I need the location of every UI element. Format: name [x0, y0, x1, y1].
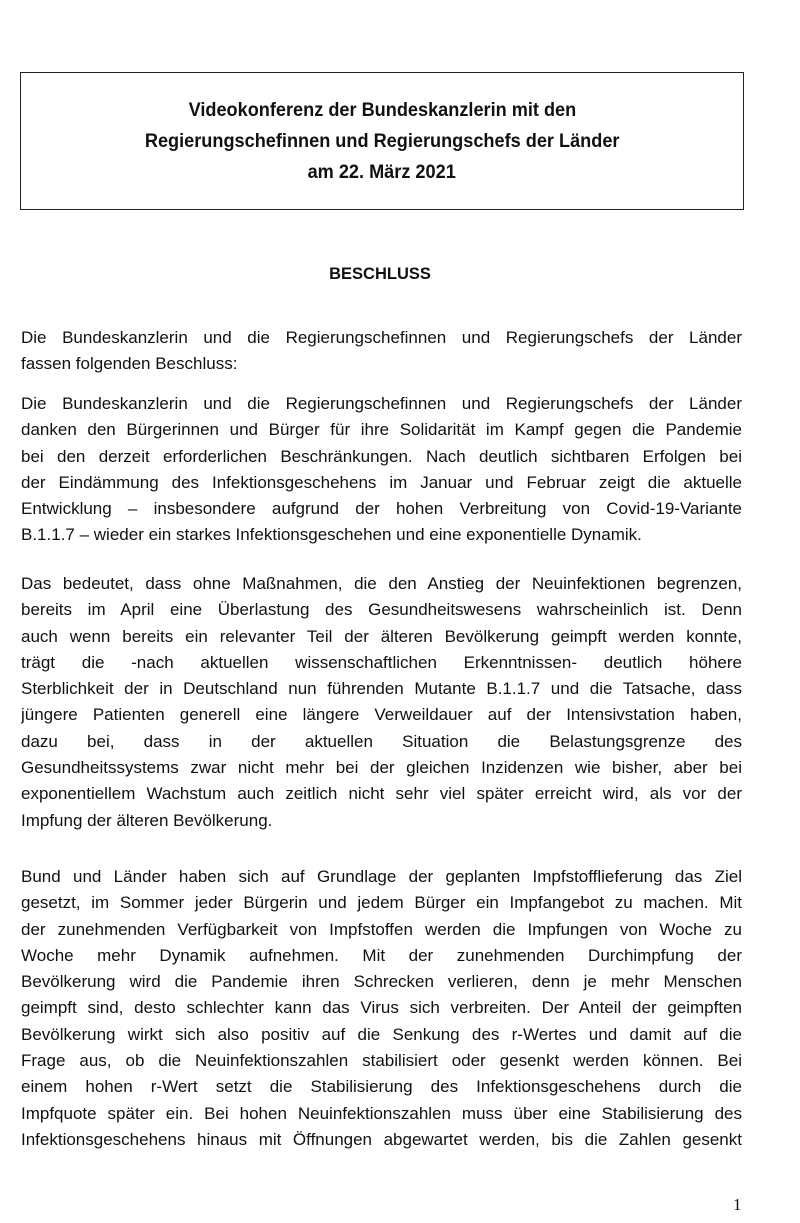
page-number: 1: [733, 1195, 742, 1214]
paragraph-overload: [21, 571, 742, 834]
text-line: exponentiellem Wachstum auch zeitlich nicht sehr viel später erreicht wird, als vor der: [21, 784, 742, 804]
text-line: Woche mehr Dynamik aufnehmen. Mit der zunehmenden Durchimpfung der: [21, 945, 742, 965]
text-line: jüngere Patienten generell eine längere Verweildauer auf der Intensivstation haben,: [21, 705, 742, 725]
text-line: Gesundheitssystems zwar nicht mehr bei der gleichen Inzidenzen wie bisher, aber bei: [21, 758, 742, 778]
text-line: Bund und Länder haben sich auf Grundlage der geplanten Impfstofflieferung das Ziel: [21, 867, 742, 886]
title-box: [20, 72, 744, 210]
text-line: Frage aus, ob die Neuinfektionszahlen stabilisiert oder gesenkt werden können. Bei: [21, 1051, 742, 1071]
title-line-1: Videokonferenz der Bundeskanzlerin mit den: [188, 98, 576, 121]
text-line: Sterblichkeit der in Deutschland nun führenden Mutante B.1.1.7 und die Tatsache, dass: [21, 679, 742, 699]
text-line: Impfung der älteren Bevölkerung.: [21, 810, 273, 830]
text-line: Die Bundeskanzlerin und die Regierungschefinnen und Regierungschefs der Länder: [21, 328, 742, 347]
text-line: der zunehmenden Verfügbarkeit von Impfstoffen werden die Impfungen von Woche zu: [21, 919, 742, 939]
text-line: gesetzt, im Sommer jeder Bürgerin und jedem Bürger ein Impfangebot zu machen. Mit: [21, 893, 742, 913]
text-line: Entwicklung – insbesondere aufgrund der hohen Verbreitung von Covid-19-Variante: [21, 499, 742, 519]
text-line: bereits im April eine Überlastung des Gesundheitswesens wahrscheinlich ist. Denn: [21, 600, 742, 620]
text-line: trägt die -nach aktuellen wissenschaftlichen Erkenntnissen- deutlich höhere: [21, 652, 742, 672]
text-line: einem hohen r-Wert setzt die Stabilisierung des Infektionsgeschehens durch die: [21, 1077, 742, 1097]
text-line: Bevölkerung wird die Pandemie ihren Schrecken verlieren, denn je mehr Menschen: [21, 972, 742, 992]
title-line-3: am 22. März 2021: [307, 160, 457, 183]
text-line: geimpft sind, desto schlechter kann das Virus sich verbreiten. Der Anteil der geimpften: [21, 998, 742, 1018]
text-line: Impfquote später ein. Bei hohen Neuinfektionszahlen muss über eine Stabilisierung des: [21, 1103, 742, 1123]
paragraph-vaccination: [21, 864, 742, 1153]
text-line: Das bedeutet, dass ohne Maßnahmen, die den Anstieg der Neuinfektionen begrenzen,: [21, 574, 742, 593]
text-line: der Eindämmung des Infektionsgeschehens im Januar und Februar zeigt die aktuelle: [21, 472, 742, 492]
title-line-2: Regierungschefinnen und Regierungschefs der Länder: [144, 129, 620, 152]
text-line: Infektionsgeschehens hinaus mit Öffnungen abgewartet werden, bis die Zahlen gesenkt: [21, 1129, 742, 1149]
text-line: B.1.1.7 – wieder ein starkes Infektionsgeschehen und eine exponentielle Dynamik.: [21, 525, 642, 545]
text-line: dazu bei, dass in der aktuellen Situation die Belastungsgrenze des: [21, 731, 742, 751]
text-line: Bevölkerung wirkt sich also positiv auf die Senkung des r-Wertes und damit auf die: [21, 1024, 742, 1044]
text-line: danken den Bürgerinnen und Bürger für ihre Solidarität im Kampf gegen die Pandemie: [21, 420, 742, 440]
document-heading: BESCHLUSS: [329, 265, 431, 283]
paragraph-intro: [21, 325, 742, 378]
text-line: bei den derzeit erforderlichen Beschränkungen. Nach deutlich sichtbaren Erfolgen bei: [21, 446, 742, 466]
text-line: Die Bundeskanzlerin und die Regierungschefinnen und Regierungschefs der Länder: [21, 394, 742, 413]
paragraph-thanks: [21, 391, 742, 549]
text-line: auch wenn bereits ein relevanter Teil der älteren Bevölkerung geimpft werden konnte,: [21, 626, 742, 646]
text-line: fassen folgenden Beschluss:: [21, 354, 238, 374]
